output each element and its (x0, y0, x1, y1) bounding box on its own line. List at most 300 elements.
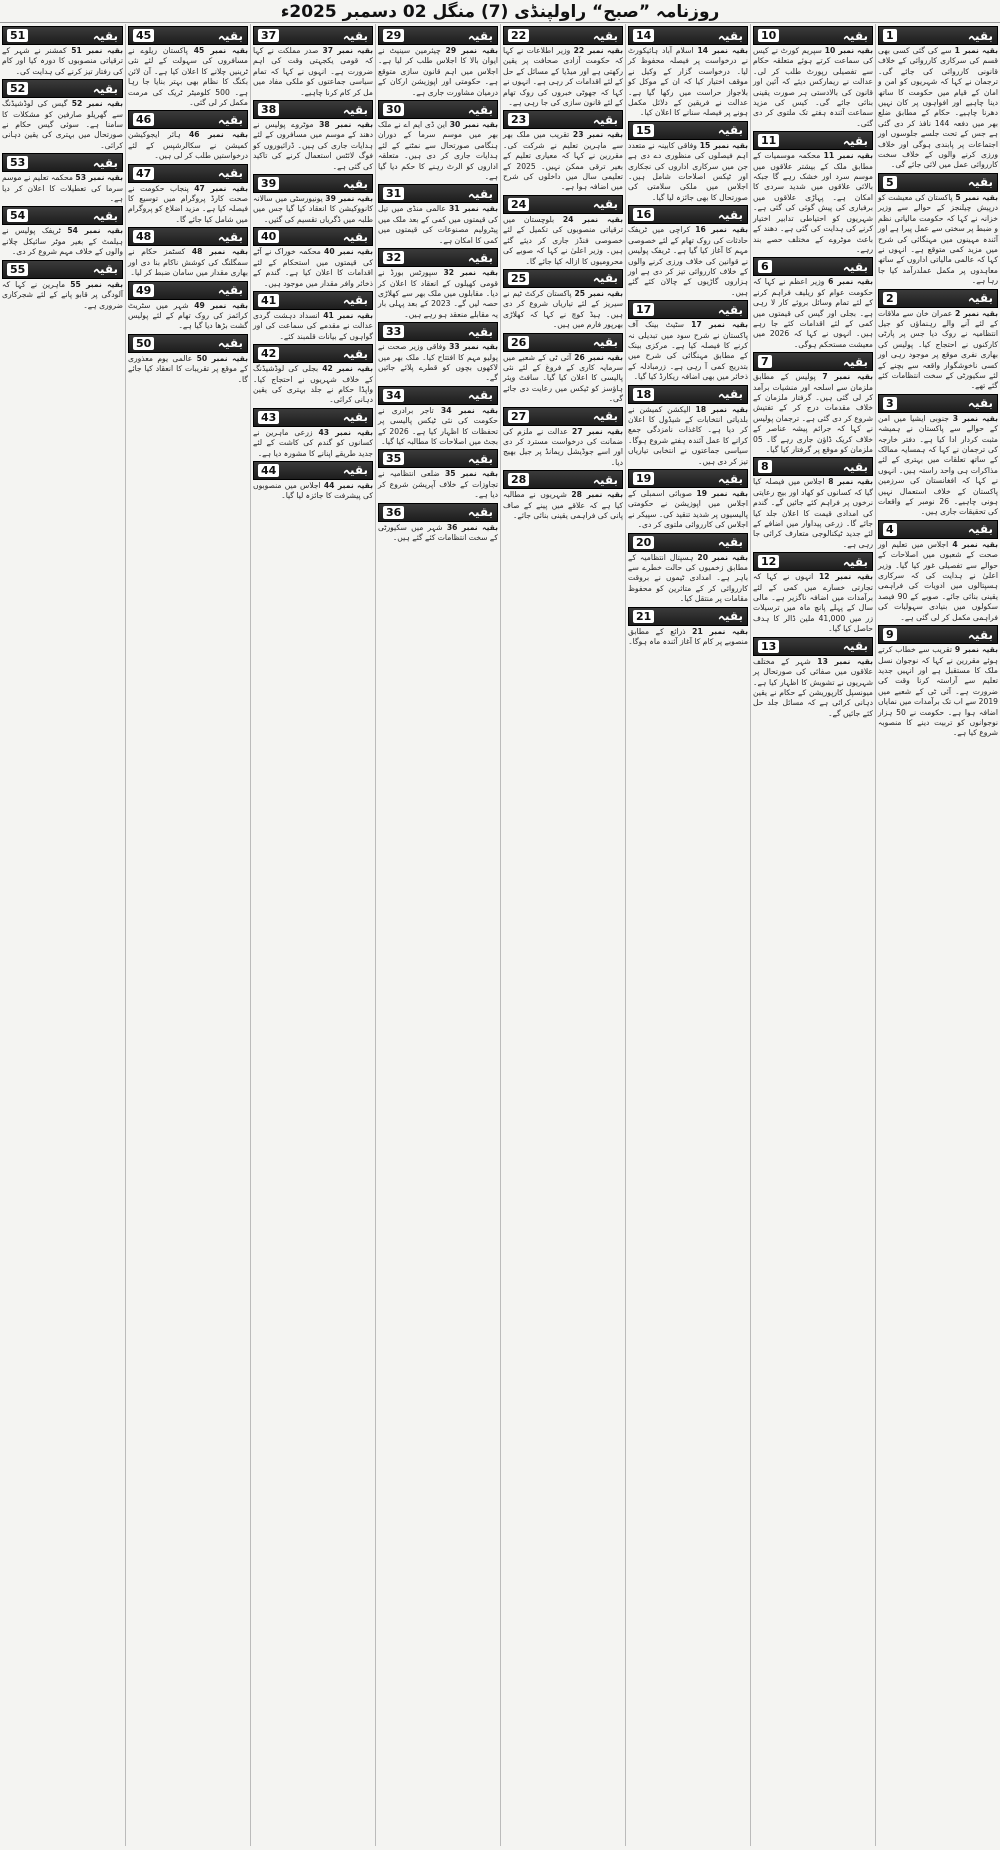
continuation-lead: بقیہ نمبر 41 (323, 310, 373, 320)
continuation-body: گیس کی لوڈشیڈنگ سے گھریلو صارفین کو مشکلات کا سامنا ہے۔ سوئی گیس حکام نے صورتحال میں بہتری کی یقین دہانی کرائی۔ (2, 99, 123, 150)
baqia-logo (628, 121, 748, 140)
continuation-block (128, 110, 248, 161)
baqia-logo (628, 26, 748, 45)
continuation-text (753, 657, 873, 719)
continuation-body: الیکشن کمیشن نے بلدیاتی انتخابات کے شیڈول کا اعلان کر دیا ہے۔ کاغذات نامزدگی جمع کرانے کا عمل آئندہ ہفتے شروع ہوگا۔ سیاسی جماعتوں نے انتخابی تیاریاں تیز کر دی ہیں۔ (628, 404, 748, 466)
continuation-body: بجلی کی لوڈشیڈنگ کے خلاف شہریوں نے احتجاج کیا۔ واپڈا حکام نے جلد بہتری کی یقین دہانی کرائی۔ (253, 364, 373, 405)
continuation-number: 3 (883, 397, 897, 410)
continuation-body: انسداد دہشت گردی عدالت نے مقدمے کی سماعت کی اور گواہوں کے بیانات قلمبند کئے۔ (253, 310, 373, 341)
continuation-lead: بقیہ نمبر 1 (954, 46, 998, 55)
continuation-block (753, 552, 873, 634)
continuation-text (628, 553, 748, 605)
continuation-lead: بقیہ نمبر 25 (574, 288, 623, 298)
baqia-logo (878, 26, 998, 45)
continuation-lead: بقیہ نمبر 44 (323, 480, 373, 490)
continuation-text (378, 469, 498, 500)
baqia-logo (878, 173, 998, 192)
continuation-number: 15 (633, 124, 654, 137)
continuation-block (753, 26, 873, 129)
continuation-lead: بقیہ نمبر 39 (325, 194, 374, 204)
baqia-logo (878, 625, 998, 644)
continuation-number: 11 (758, 134, 779, 147)
continuation-block (628, 300, 748, 382)
continuation-lead: بقیہ نمبر 35 (444, 469, 498, 479)
continuation-body: پاکستان کرکٹ ٹیم نے سیریز کے لئے تیاریاں شروع کر دی ہیں۔ ہیڈ کوچ نے کہا کہ کھلاڑی بھرپور فارم میں ہیں۔ (503, 288, 623, 330)
baqia-label: بقیہ (342, 229, 368, 244)
continuation-block (753, 131, 873, 255)
continuation-text (2, 226, 123, 257)
baqia-logo (503, 110, 623, 129)
continuation-text (253, 247, 373, 289)
continuation-number: 40 (258, 230, 279, 243)
continuation-number: 47 (133, 167, 154, 180)
baqia-label: بقیہ (842, 459, 868, 474)
baqia-label: بقیہ (342, 346, 368, 361)
continuation-number: 7 (758, 355, 772, 368)
continuation-text (2, 173, 123, 204)
continuation-number: 38 (258, 103, 279, 116)
baqia-logo (503, 470, 623, 489)
continuation-number: 31 (383, 187, 404, 200)
continuation-lead: بقیہ نمبر 2 (955, 308, 999, 318)
baqia-logo (878, 520, 998, 539)
page-title: روزنامہ ”صبح“ راولپنڈی (7) منگل 02 دسمبر 2025ء (280, 1, 720, 22)
continuation-text (628, 627, 748, 648)
continuation-number: 50 (133, 337, 154, 350)
continuation-body: وزیر اطلاعات نے کہا کہ حکومت آزادی صحافت پر یقین رکھتی ہے اور میڈیا کے مسائل کے حل کے لئے اقدامات کر رہی ہے۔ انہوں نے کہا کہ جھوٹی خبروں کی روک تھام کے لئے قانون سازی کی جا رہی ہے۔ (503, 46, 623, 108)
continuation-number: 8 (758, 460, 772, 473)
baqia-label: بقیہ (967, 175, 993, 190)
baqia-label: بقیہ (967, 396, 993, 411)
continuation-block (378, 100, 498, 182)
baqia-logo (128, 227, 248, 246)
continuation-body: سے کی گئی کسی بھی قسم کی سرکاری کارروائی کے خلاف قانونی کارروائی کی جائے گی۔ ترجمان نے کہا کہ شہریوں کو امن و امان کے قیام میں حکومت کا ساتھ دینا چاہیے اور افواہوں پر کان نہیں دھرنا چاہیے۔ حکام کے مطابق ضلع بھر میں دفعہ 144 نافذ کر دی گئی ہے جس کے تحت جلسے جلوسوں اور اجتماعات پر پابندی ہوگی اور خلاف ورزی کرنے والوں کے خلاف سخت کارروائی عمل میں لائی جائے گی۔ (878, 46, 998, 170)
continuation-lead: بقیہ نمبر 51 (71, 46, 123, 55)
baqia-label: بقیہ (717, 207, 743, 222)
continuation-body: ضلعی انتظامیہ نے تجاوزات کے خلاف آپریشن شروع کر دیا ہے۔ (378, 469, 498, 500)
continuation-block (378, 322, 498, 384)
continuation-number: 49 (133, 284, 154, 297)
continuation-body: زرعی ماہرین نے کسانوں کو گندم کی کاشت کے لئے جدید طریقے اپنانے کا مشورہ دیا ہے۔ (253, 427, 373, 458)
continuation-body: سٹیٹ بینک آف پاکستان نے شرح سود میں تبدیلی نہ کرنے کا فیصلہ کیا ہے۔ مرکزی بینک کے مطابق مہنگائی کی شرح میں بتدریج کمی آ رہی ہے۔ زرمبادلہ کے ذخائر میں بھی اضافہ ریکارڈ کیا گیا۔ (628, 320, 748, 382)
baqia-logo (128, 110, 248, 129)
continuation-lead: بقیہ نمبر 23 (572, 130, 624, 140)
baqia-logo (2, 26, 123, 45)
continuation-body: شہر میں سٹریٹ کرائمز کی روک تھام کے لئے پولیس گشت بڑھا دیا گیا ہے۔ (128, 300, 248, 331)
continuation-text (128, 184, 248, 226)
continuation-block (753, 457, 873, 550)
continuation-lead: بقیہ نمبر 42 (322, 364, 373, 374)
continuation-block (628, 26, 748, 119)
continuation-lead: بقیہ نمبر 16 (695, 225, 749, 235)
continuation-block (128, 334, 248, 385)
news-column (750, 24, 875, 1846)
continuation-body: جنوبی ایشیا میں امن کے حوالے سے پاکستان نے ہمیشہ مثبت کردار ادا کیا ہے۔ دفتر خارجہ کی ترجمان نے کہا کہ ہمسایہ ممالک کے ساتھ تعلقات میں بہتری کے لئے مذاکرات ہی واحد راستہ ہیں۔ انہوں نے کہا کہ افغانستان کی سرزمین پاکستان کے خلاف استعمال نہیں ہونی چاہیے۔ 26 نومبر کے واقعات کی تحقیقات جاری ہیں۔ (878, 413, 998, 517)
continuation-text (628, 225, 748, 298)
baqia-label: بقیہ (342, 410, 368, 425)
continuation-text (878, 309, 998, 392)
continuation-block (253, 26, 373, 98)
continuation-block (253, 100, 373, 172)
continuation-lead: بقیہ نمبر 54 (67, 226, 123, 236)
continuation-body: عمران خان سے ملاقات کے لئے آنے والے رہنماؤں کو جیل انتظامیہ نے روک دیا جس پر پارٹی کارکنوں نے احتجاج کیا۔ پولیس کی بھاری نفری موقع پر موجود رہی اور کسی ناخوشگوار واقعہ سے بچنے کے لئے سکیورٹی کے سخت انتظامات کئے گئے تھے۔ (878, 308, 998, 391)
continuation-block (2, 79, 123, 151)
continuation-block (628, 385, 748, 467)
baqia-logo (253, 100, 373, 119)
continuation-text (878, 414, 998, 518)
continuation-number: 32 (383, 251, 404, 264)
continuation-number: 22 (508, 29, 529, 42)
baqia-logo (378, 449, 498, 468)
baqia-label: بقیہ (842, 259, 868, 274)
baqia-label: بقیہ (92, 81, 118, 96)
continuation-body: وفاقی کابینہ نے متعدد اہم فیصلوں کی منظوری دے دی ہے جن میں سرکاری اداروں کی نجکاری اور ٹیکس اصلاحات شامل ہیں۔ اجلاس میں ملکی سلامتی کی صورتحال کا بھی جائزہ لیا گیا۔ (628, 140, 748, 202)
baqia-logo (253, 344, 373, 363)
baqia-label: بقیہ (842, 28, 868, 43)
baqia-logo (628, 533, 748, 552)
baqia-label: بقیہ (717, 123, 743, 138)
continuation-text (753, 46, 873, 129)
baqia-label: بقیہ (92, 262, 118, 277)
baqia-logo (753, 637, 873, 656)
continuation-body: پاکستان کی معیشت کو درپیش چیلنجز کے حوالے سے وزیر خزانہ نے کہا کہ حکومت مالیاتی نظم و ضبط پر سختی سے عمل پیرا ہے اور آئندہ مہینوں میں مہنگائی کی شرح میں مزید کمی متوقع ہے۔ انہوں نے کہا کہ عالمی مالیاتی اداروں کے ساتھ معاہدوں پر مکمل عملدرآمد کیا جا رہا ہے۔ (878, 192, 998, 286)
continuation-body: پولیس کے مطابق ملزمان سے اسلحہ اور منشیات برآمد کر لی گئی ہیں۔ گرفتار ملزمان کے خلاف مقدمات درج کر کے تفتیش شروع کر دی گئی ہے۔ ترجمان پولیس نے کہا کہ جرائم پیشہ عناصر کے خلاف کریک ڈاؤن جاری رہے گا۔ 05 ملزمان کو موقع پر گرفتار کیا گیا۔ (753, 372, 873, 454)
baqia-logo (628, 300, 748, 319)
baqia-logo (378, 248, 498, 267)
news-column (250, 24, 375, 1846)
baqia-logo (378, 100, 498, 119)
continuation-lead: بقیہ نمبر 24 (562, 214, 623, 224)
continuation-body: عدالت نے ملزم کی ضمانت کی درخواست مسترد کر دی اور اسے جوڈیشل ریمانڈ پر جیل بھیج دیا۔ (503, 426, 623, 467)
continuation-lead: بقیہ نمبر 43 (318, 427, 373, 437)
continuation-text (253, 364, 373, 406)
baqia-logo (2, 206, 123, 225)
continuation-block (378, 184, 498, 246)
continuation-text (878, 193, 998, 287)
baqia-label: بقیہ (217, 112, 243, 127)
baqia-logo (753, 26, 873, 45)
baqia-label: بقیہ (717, 387, 743, 402)
continuation-number: 1 (883, 29, 897, 42)
continuation-number: 14 (633, 29, 654, 42)
continuation-body: تقریب سے خطاب کرتے ہوئے مقررین نے کہا کہ نوجوان نسل ملک کا مستقبل ہے اور انہیں جدید تعلیم سے آراستہ کرنا وقت کی ضرورت ہے۔ آئی ٹی کے شعبے میں 2019 سے اب تک برآمدات میں نمایاں اضافہ ہوا ہے۔ حکومت نے 50 ہزار نوجوانوں کو تربیت دینے کا منصوبہ شروع کیا ہے۔ (878, 645, 998, 738)
continuation-block (878, 26, 998, 171)
baqia-logo (503, 269, 623, 288)
baqia-logo (503, 195, 623, 214)
baqia-logo (253, 174, 373, 193)
baqia-logo (128, 281, 248, 300)
continuation-block (503, 195, 623, 267)
continuation-block (378, 248, 498, 320)
baqia-logo (253, 461, 373, 480)
continuation-body: یونیورسٹی میں سالانہ کانووکیشن کا انعقاد کیا گیا جس میں طلبہ میں ڈگریاں تقسیم کی گئیں۔ (253, 194, 373, 224)
continuation-number: 4 (883, 523, 897, 536)
baqia-logo (2, 260, 123, 279)
baqia-label: بقیہ (967, 627, 993, 642)
continuation-body: آئی ٹی کے شعبے میں سرمایہ کاری کے فروغ کے لئے نئی پالیسی کا اعلان کیا گیا۔ سافٹ ویئر ہاؤسز کو ٹیکس میں رعایت دی جائے گی۔ (503, 352, 623, 404)
baqia-logo (753, 131, 873, 150)
continuation-lead: بقیہ نمبر 11 (823, 151, 873, 161)
baqia-logo (878, 394, 998, 413)
continuation-number: 10 (758, 29, 779, 42)
continuation-body: وزیر اعظم نے کہا کہ حکومت عوام کو ریلیف فراہم کرنے کے لئے تمام وسائل بروئے کار لا رہی ہے۔ بجلی اور گیس کی قیمتوں میں کمی کے لئے اقدامات کئے جا رہے ہیں۔ انہوں نے کہا کہ 2026 میں معیشت مستحکم ہوگی۔ (753, 277, 873, 349)
continuation-number: 46 (133, 113, 154, 126)
continuation-lead: بقیہ نمبر 38 (319, 120, 374, 130)
continuation-block (253, 227, 373, 289)
baqia-label: بقیہ (342, 463, 368, 478)
baqia-label: بقیہ (467, 186, 493, 201)
continuation-number: 20 (633, 536, 654, 549)
continuation-text (378, 204, 498, 246)
baqia-label: بقیہ (592, 197, 618, 212)
continuation-body: پنجاب حکومت نے صحت کارڈ پروگرام میں توسیع کا فیصلہ کیا ہے۔ مزید اضلاع کو پروگرام میں شامل کیا جائے گا۔ (128, 183, 248, 224)
continuation-body: شہر کے مختلف علاقوں میں صفائی کی صورتحال پر شہریوں نے تشویش کا اظہار کیا ہے۔ میونسپل کارپوریشن کے حکام نے یقین دہانی کرائی ہے کہ مسائل جلد حل کئے جائیں گے۔ (753, 656, 873, 718)
continuation-body: سپورٹس بورڈ نے قومی کھیلوں کے انعقاد کا اعلان کر دیا۔ مقابلوں میں ملک بھر سے کھلاڑی حصہ لیں گے۔ 2023 کے بعد پہلی بار یہ مقابلے منعقد ہو رہے ہیں۔ (378, 268, 499, 319)
continuation-text (753, 277, 873, 350)
continuation-block (2, 153, 123, 204)
news-column (125, 24, 250, 1846)
continuation-lead: بقیہ نمبر 19 (696, 489, 748, 498)
baqia-logo (253, 408, 373, 427)
continuation-number: 53 (7, 156, 28, 169)
continuation-lead: بقیہ نمبر 27 (572, 426, 623, 436)
continuation-text (753, 151, 873, 255)
baqia-logo (753, 552, 873, 571)
continuation-number: 30 (383, 103, 404, 116)
continuation-text (628, 46, 748, 119)
continuation-number: 13 (758, 640, 779, 653)
continuation-number: 27 (508, 410, 529, 423)
continuation-block (503, 470, 623, 521)
continuation-body: ٹریفک پولیس نے ہیلمٹ کے بغیر موٹر سائیکل چلانے والوں کے خلاف مہم شروع کر دی۔ (2, 226, 123, 257)
baqia-label: بقیہ (217, 336, 243, 351)
continuation-number: 51 (7, 29, 28, 42)
continuation-body: محکمہ موسمیات کے مطابق ملک کے بیشتر علاقوں میں موسم سرد اور خشک رہے گا جبکہ بالائی علاقوں میں شدید سردی کا امکان ہے۔ پہاڑی علاقوں میں برفباری کی پیش گوئی کی گئی ہے۔ شہریوں کو احتیاطی تدابیر اختیار کرنے کی ہدایت کی گئی ہے۔ دھند کے باعث موٹروے کے مختلف حصے بند رہے۔ (753, 151, 873, 254)
continuation-text (128, 130, 248, 161)
continuation-text (378, 120, 498, 182)
continuation-body: صدر مملکت نے کہا کہ قومی یکجہتی وقت کی اہم ضرورت ہے۔ انہوں نے کہا کہ تمام سیاسی جماعتوں کو ملکی مفاد میں مل کر کام کرنا چاہیے۔ (253, 46, 373, 97)
baqia-label: بقیہ (467, 250, 493, 265)
baqia-label: بقیہ (842, 354, 868, 369)
continuation-block (503, 269, 623, 331)
continuation-number: 36 (383, 506, 404, 519)
continuation-text (253, 311, 373, 342)
continuation-block (753, 352, 873, 455)
news-column (375, 24, 500, 1846)
continuation-block (628, 121, 748, 203)
baqia-logo (128, 334, 248, 353)
continuation-text (378, 523, 498, 544)
continuation-lead: بقیہ نمبر 3 (952, 413, 999, 423)
baqia-label: بقیہ (467, 28, 493, 43)
continuation-number: 42 (258, 347, 279, 360)
continuation-number: 26 (508, 336, 529, 349)
continuation-text (878, 645, 998, 739)
continuation-body: ذرائع کے مطابق منصوبے پر کام کا آغاز آئندہ ماہ ہوگا۔ (628, 626, 748, 647)
baqia-label: بقیہ (467, 102, 493, 117)
continuation-lead: بقیہ نمبر 53 (75, 173, 123, 183)
continuation-text (253, 481, 373, 502)
baqia-logo (253, 26, 373, 45)
continuation-lead: بقیہ نمبر 15 (699, 140, 749, 150)
continuation-body: محکمہ خوراک نے آٹے کی قیمتوں میں استحکام کے لئے اقدامات کا اعلان کیا ہے۔ گندم کے ذخائر وافر مقدار میں موجود ہیں۔ (253, 247, 373, 288)
continuation-text (503, 46, 623, 108)
continuation-lead: بقیہ نمبر 18 (695, 404, 748, 414)
baqia-label: بقیہ (592, 271, 618, 286)
continuation-block (253, 461, 373, 502)
continuation-number: 2 (883, 292, 897, 305)
baqia-label: بقیہ (92, 155, 118, 170)
continuation-body: کسٹمز حکام نے سمگلنگ کی کوشش ناکام بنا دی اور بھاری مقدار میں سامان ضبط کر لیا۔ (128, 247, 248, 278)
baqia-label: بقیہ (342, 28, 368, 43)
continuation-body: کمشنر نے شہر کے ترقیاتی منصوبوں کا دورہ کیا اور کام کی رفتار تیز کرنے کی ہدایت کی۔ (2, 46, 123, 76)
baqia-label: بقیہ (467, 451, 493, 466)
continuation-body: شہریوں نے مطالبہ کیا ہے کہ علاقے میں پینے کے صاف پانی کی فراہمی یقینی بنائی جائے۔ (503, 490, 623, 520)
continuation-number: 17 (633, 303, 654, 316)
continuation-number: 54 (7, 209, 28, 222)
masthead (0, 0, 1000, 23)
continuation-text (753, 477, 873, 550)
continuation-body: موٹروے پولیس نے دھند کے موسم میں مسافروں کے لئے ہدایات جاری کی ہیں۔ ڈرائیوروں کو فوگ لائٹس استعمال کرنے کی تاکید کی گئی ہے۔ (253, 120, 373, 171)
continuation-lead: بقیہ نمبر 26 (574, 352, 624, 362)
continuation-lead: بقیہ نمبر 7 (822, 372, 874, 382)
continuation-lead: بقیہ نمبر 46 (188, 130, 248, 140)
news-column (875, 24, 1000, 1846)
continuation-number: 12 (758, 555, 779, 568)
baqia-logo (378, 322, 498, 341)
continuation-lead: بقیہ نمبر 55 (70, 279, 124, 289)
continuation-lead: بقیہ نمبر 12 (818, 572, 874, 582)
continuation-block (628, 469, 748, 531)
continuation-block (878, 173, 998, 287)
baqia-label: بقیہ (342, 102, 368, 117)
continuation-number: 55 (7, 263, 28, 276)
continuation-text (128, 46, 248, 108)
continuation-lead: بقیہ نمبر 28 (571, 490, 624, 500)
continuation-body: اسلام آباد ہائیکورٹ نے درخواست پر فیصلہ محفوظ کر لیا۔ درخواست گزار کے وکیل نے موقف اختیار کیا کہ ان کے موکل کو بلاجواز حراست میں رکھا گیا ہے۔ عدالت نے فریقین کے دلائل مکمل ہونے پر فیصلہ سنانے کا اعلان کیا۔ (628, 46, 748, 118)
baqia-logo (253, 227, 373, 246)
continuation-text (2, 99, 123, 151)
continuation-number: 43 (258, 411, 279, 424)
baqia-label: بقیہ (592, 335, 618, 350)
continuation-block (753, 257, 873, 350)
baqia-label: بقیہ (217, 28, 243, 43)
continuation-text (503, 215, 623, 267)
baqia-label: بقیہ (717, 302, 743, 317)
continuation-number: 6 (758, 260, 772, 273)
continuation-number: 25 (508, 272, 529, 285)
continuation-text (628, 405, 748, 467)
baqia-logo (2, 79, 123, 98)
continuation-lead: بقیہ نمبر 4 (952, 539, 999, 549)
continuation-text (253, 428, 373, 459)
continuation-lead: بقیہ نمبر 31 (449, 204, 498, 214)
baqia-label: بقیہ (342, 293, 368, 308)
continuation-lead: بقیہ نمبر 5 (955, 192, 999, 202)
continuation-body: بلوچستان میں ترقیاتی منصوبوں کی تکمیل کے لئے خصوصی فنڈز جاری کر دیئے گئے ہیں۔ وزیر اعلیٰ نے کہا کہ صوبے کی محرومیوں کا ازالہ کیا جائے گا۔ (503, 214, 623, 266)
continuation-body: صوبائی اسمبلی کے اجلاس میں اپوزیشن نے حکومتی پالیسیوں پر شدید تنقید کی۔ سپیکر نے اجلاس کی کارروائی ملتوی کر دی۔ (628, 489, 748, 530)
continuation-block (128, 164, 248, 226)
baqia-logo (128, 164, 248, 183)
continuation-number: 41 (258, 294, 279, 307)
continuation-block (753, 637, 873, 719)
baqia-label: بقیہ (717, 535, 743, 550)
baqia-logo (628, 607, 748, 626)
continuation-lead: بقیہ نمبر 6 (828, 277, 873, 287)
continuation-number: 39 (258, 177, 279, 190)
continuation-text (2, 280, 123, 311)
continuation-lead: بقیہ نمبر 30 (449, 120, 498, 130)
continuation-body: تقریب میں ملک بھر سے ماہرین تعلیم نے شرکت کی۔ مقررین نے کہا کہ معیاری تعلیم کے بغیر ترقی ممکن نہیں۔ 2025 کے تعلیمی سال میں داخلوں کی شرح میں اضافہ ہوا ہے۔ (503, 130, 623, 192)
continuation-text (378, 342, 498, 384)
continuation-block (253, 174, 373, 225)
continuation-text (128, 247, 248, 278)
continuation-body: ہسپتال انتظامیہ کے مطابق زخمیوں کی حالت خطرے سے باہر ہے۔ امدادی ٹیموں نے بروقت کارروائی کر کے متاثرین کو محفوظ مقامات پر منتقل کیا۔ (628, 552, 748, 604)
continuation-body: انہوں نے کہا کہ تجارتی خسارے میں کمی کے لئے برآمدات میں اضافہ ناگزیر ہے۔ مالی سال کے پہلے پانچ ماہ میں ترسیلات زر میں 41,000 ملین ڈالر کا ہدف حاصل کیا گیا۔ (753, 572, 873, 634)
continuation-text (503, 427, 623, 469)
baqia-label: بقیہ (92, 208, 118, 223)
baqia-logo (378, 386, 498, 405)
continuation-body: سپریم کورٹ نے کیس کی سماعت کرتے ہوئے متعلقہ حکام سے تفصیلی رپورٹ طلب کر لی۔ عدالت نے ریمارکس دیئے کہ آئین اور قانون کی بالادستی ہر صورت یقینی بنائی جائے گی۔ کیس کی مزید سماعت آئندہ ہفتے تک ملتوی کر دی گئی۔ (753, 46, 873, 128)
baqia-label: بقیہ (842, 639, 868, 654)
continuation-number: 23 (508, 113, 529, 126)
continuation-block (378, 449, 498, 500)
news-column (625, 24, 750, 1846)
continuation-text (378, 268, 498, 320)
baqia-logo (378, 184, 498, 203)
baqia-logo (378, 26, 498, 45)
continuation-lead: بقیہ نمبر 13 (817, 656, 873, 666)
continuation-block (503, 110, 623, 192)
continuation-number: 29 (383, 29, 404, 42)
continuation-lead: بقیہ نمبر 40 (324, 247, 373, 257)
continuation-number: 28 (508, 473, 529, 486)
continuation-lead: بقیہ نمبر 21 (692, 626, 748, 636)
continuation-block (503, 26, 623, 108)
news-column (500, 24, 625, 1846)
baqia-label: بقیہ (92, 28, 118, 43)
continuation-text (128, 301, 248, 332)
continuation-lead: بقیہ نمبر 22 (573, 46, 623, 55)
baqia-label: بقیہ (842, 133, 868, 148)
continuation-body: محکمہ تعلیم نے موسم سرما کی تعطیلات کا اعلان کر دیا ہے۔ (2, 173, 123, 204)
baqia-logo (628, 385, 748, 404)
baqia-label: بقیہ (967, 291, 993, 306)
baqia-label: بقیہ (592, 472, 618, 487)
baqia-logo (628, 469, 748, 488)
baqia-label: بقیہ (967, 28, 993, 43)
news-column (0, 24, 125, 1846)
continuation-body: شہر میں سکیورٹی کے سخت انتظامات کئے گئے ہیں۔ (378, 522, 498, 542)
continuation-lead: بقیہ نمبر 33 (449, 342, 498, 352)
baqia-logo (503, 407, 623, 426)
continuation-block (378, 26, 498, 98)
continuation-text (253, 120, 373, 172)
baqia-logo (128, 26, 248, 45)
baqia-label: بقیہ (717, 609, 743, 624)
continuation-number: 37 (258, 29, 279, 42)
continuation-block (253, 408, 373, 459)
continuation-block (378, 503, 498, 544)
continuation-text (628, 320, 748, 382)
continuation-lead: بقیہ نمبر 48 (191, 247, 248, 257)
continuation-block (253, 291, 373, 342)
continuation-block (503, 407, 623, 469)
continuation-lead: بقیہ نمبر 9 (954, 645, 998, 655)
continuation-text (628, 141, 748, 203)
continuation-lead: بقیہ نمبر 37 (322, 46, 374, 55)
continuation-text (628, 489, 748, 531)
